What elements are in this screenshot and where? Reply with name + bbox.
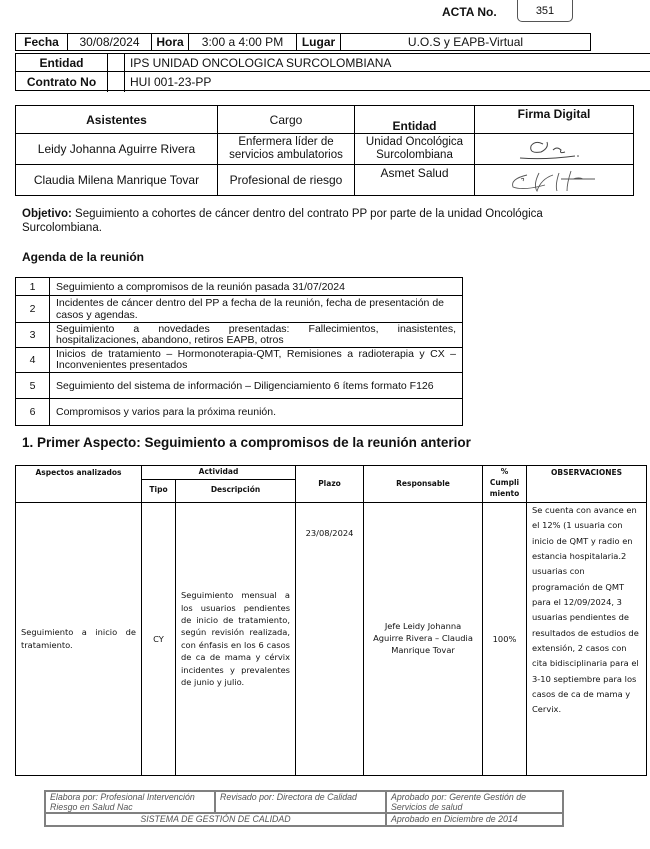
- agenda-item: Seguimiento a novedades presentadas: Fallecimientos, inasistentes, hospitalizaciones, abandono, retiros EAPB, otros: [50, 323, 463, 348]
- header-entidad: Entidad: [392, 119, 437, 133]
- section-1-title: 1. Primer Aspecto: Seguimiento a compromisos de la reunión anterior: [22, 435, 471, 450]
- attendee-name: Claudia Milena Manrique Tovar: [33, 173, 200, 187]
- lugar-label: Lugar: [297, 34, 341, 51]
- footer-aprobado-fecha: Aprobado en Diciembre de 2014: [386, 813, 563, 826]
- quality-footer: [44, 790, 564, 827]
- footer-sistema: SISTEMA DE GESTIÓN DE CALIDAD: [45, 813, 386, 826]
- attendees-table: [15, 105, 634, 196]
- table-row: [16, 502, 647, 775]
- agenda-num: 5: [16, 373, 50, 399]
- agenda-item: Inicios de tratamiento – Hormonoterapia-QMT, Remisiones a radioterapia y CX –Inconvenientes presentados: [50, 348, 463, 373]
- hora-label: Hora: [152, 34, 189, 51]
- cell-descripcion: Seguimiento mensual a los usuarios pendientes de inicio de tratamiento, según revisión realizada, con énfasis en los 6 casos de ca de mama y cérvix incidentes y prevalentes de junio y julio.: [176, 502, 296, 775]
- header-descripcion: Descripción: [176, 479, 296, 502]
- header-cargo: Cargo: [269, 112, 303, 127]
- contrato-value: HUI 001-23-PP: [130, 74, 212, 89]
- footer-elabora: Elabora por: Profesional Intervención Riesgo en Salud Nac: [45, 791, 215, 813]
- objective-text: Seguimiento a cohortes de cáncer dentro del contrato PP por parte de la unidad Oncológica Surcolombiana.: [22, 208, 543, 234]
- footer-revisado: Revisado por: Directora de Calidad: [215, 791, 386, 813]
- header-cumplimiento: % Cumpli miento: [483, 466, 527, 503]
- header-actividad: Actividad: [142, 466, 296, 480]
- attendee-cargo: Enfermera líder de servicios ambulatorios: [229, 135, 343, 161]
- attendee-entidad: Unidad Oncológica Surcolombiana: [365, 135, 464, 161]
- header-plazo: Plazo: [296, 466, 364, 503]
- fecha-value: 30/08/2024: [68, 34, 152, 51]
- header-responsable: Responsable: [364, 466, 483, 503]
- agenda-title: Agenda de la reunión: [22, 250, 145, 264]
- header-aspectos: Aspectos analizados: [16, 466, 142, 503]
- cell-observaciones: Se cuenta con avance en el 12% (1 usuaria con inicio de QMT y radio en estancia hospitalaria.2 usuarias con programación de QMT para el 12/09/2024, 3 usuarias pendientes de resultados de estudios de extensión, 2 casos con cita bidisciplinaria para el 3-10 septiembre para los casos de ca de mama y Cervix.: [527, 502, 647, 775]
- agenda-num: 1: [16, 278, 50, 296]
- contrato-label: Contrato No: [26, 74, 97, 89]
- acta-number: 351: [517, 0, 573, 22]
- cell-cumplimiento: 100%: [483, 502, 527, 775]
- header-observaciones: OBSERVACIONES: [527, 466, 647, 503]
- footer-aprobado: Aprobado por: Gerente Gestión de Servicios de salud: [386, 791, 563, 813]
- attendee-name: Leidy Johanna Aguirre Rivera: [37, 142, 196, 156]
- fecha-label: Fecha: [16, 34, 68, 51]
- agenda-table: [15, 277, 463, 426]
- agenda-num: 4: [16, 348, 50, 373]
- agenda-item: Incidentes de cáncer dentro del PP a fecha de la reunión, fecha de presentación de casos y agendas.: [50, 296, 463, 323]
- signature-icon: [475, 134, 633, 164]
- attendee-entidad: Asmet Salud: [380, 166, 449, 180]
- signature-icon: [475, 165, 633, 195]
- attendee-cargo: Profesional de riesgo: [229, 173, 343, 187]
- header-asistentes: Asistentes: [86, 112, 147, 127]
- hora-value: 3:00 a 4:00 PM: [189, 34, 297, 51]
- entity-table: [15, 53, 650, 91]
- agenda-num: 3: [16, 323, 50, 348]
- agenda-item: Seguimiento a compromisos de la reunión pasada 31/07/2024: [50, 278, 463, 296]
- cell-tipo: CY: [142, 502, 176, 775]
- entidad-label: Entidad: [39, 56, 84, 70]
- agenda-item: Seguimiento del sistema de información – Diligenciamiento 6 ítems formato F126: [50, 373, 463, 399]
- acta-label: ACTA No.: [442, 5, 497, 19]
- cell-aspecto: Seguimiento a inicio de tratamiento.: [16, 502, 142, 775]
- lugar-value: U.O.S y EAPB-Virtual: [341, 34, 591, 51]
- cell-responsable: Jefe Leidy Johanna Aguirre Rivera – Claudia Manrique Tovar: [364, 502, 483, 775]
- meeting-info-table: [15, 33, 591, 51]
- header-firma: Firma Digital: [517, 107, 591, 121]
- cell-plazo: 23/08/2024: [296, 502, 364, 775]
- objective-paragraph: [22, 208, 602, 236]
- entidad-value: IPS UNIDAD ONCOLOGICA SURCOLOMBIANA: [130, 56, 392, 70]
- objective-label: Objetivo:: [22, 208, 72, 220]
- agenda-num: 6: [16, 399, 50, 426]
- agenda-num: 2: [16, 296, 50, 323]
- header-tipo: Tipo: [142, 479, 176, 502]
- commitments-table: [15, 465, 647, 776]
- agenda-item: Compromisos y varios para la próxima reunión.: [50, 399, 463, 426]
